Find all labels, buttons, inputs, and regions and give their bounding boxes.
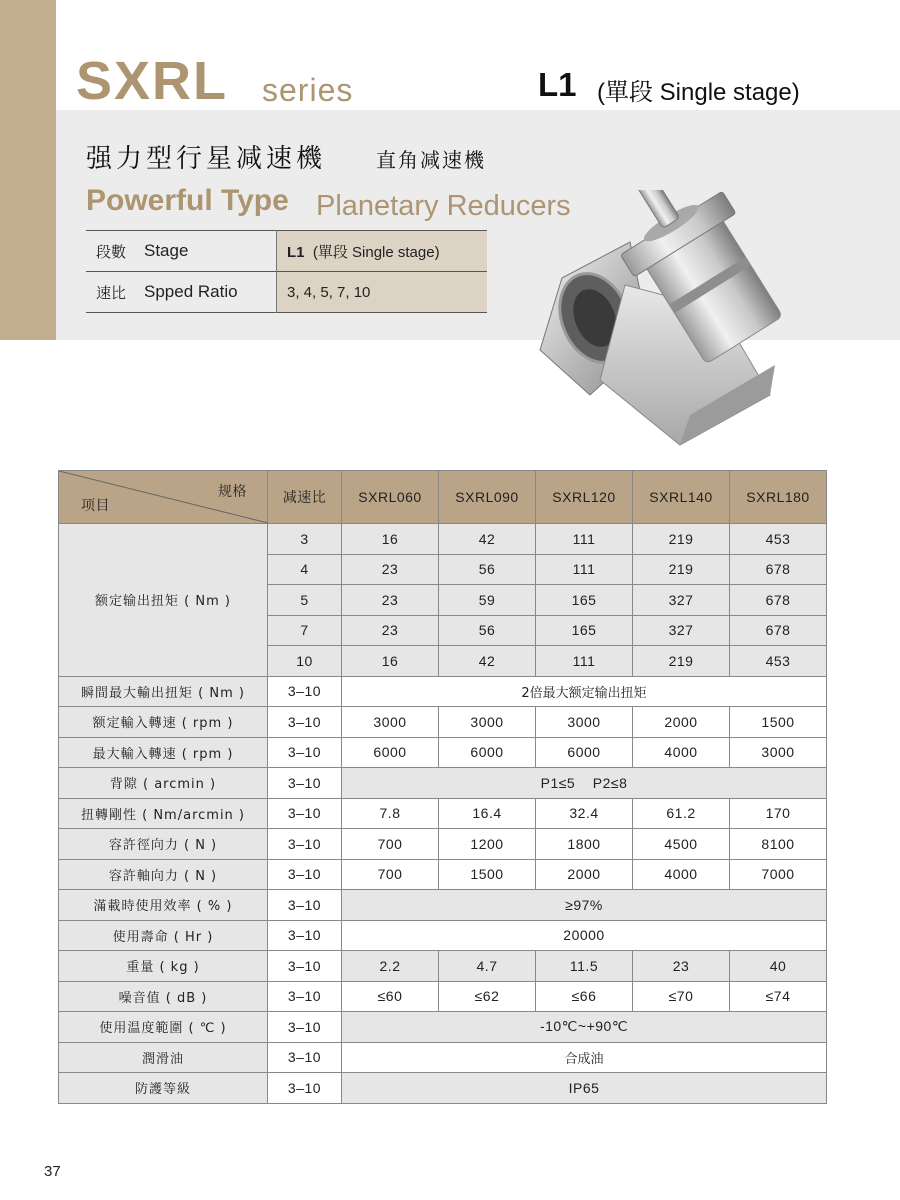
ratio-cell: 3–10: [268, 768, 342, 799]
header-ratio: 减速比: [268, 471, 342, 524]
ratio-cell: 3–10: [268, 737, 342, 768]
value-cell: 4.7: [439, 951, 536, 982]
table-row: [59, 859, 827, 890]
value-cell: 111: [536, 524, 633, 555]
merged-value-cell: 2倍最大额定输出扭矩: [342, 676, 827, 707]
ratio-cell: 10: [268, 646, 342, 677]
row-label: 噪音值 ( dB ): [59, 981, 268, 1012]
value-cell: 453: [730, 524, 827, 555]
header-model: SXRL140: [633, 471, 730, 524]
value-cell: 219: [633, 554, 730, 585]
value-cell: 56: [439, 615, 536, 646]
value-cell: 1200: [439, 829, 536, 860]
value-cell: ≤60: [342, 981, 439, 1012]
ratio-cell: 3–10: [268, 981, 342, 1012]
value-cell: 327: [633, 615, 730, 646]
table-row: [59, 829, 827, 860]
value-cell: 700: [342, 859, 439, 890]
stage-badge: L1: [538, 66, 577, 103]
ratio-cell: 3–10: [268, 1073, 342, 1104]
value-cell: 165: [536, 585, 633, 616]
product-photo: [530, 190, 830, 460]
row-label: 背隙 ( arcmin ): [59, 768, 268, 799]
spec-label-cn: 段數: [96, 242, 127, 261]
value-cell: 42: [439, 524, 536, 555]
value-cell: 6000: [536, 737, 633, 768]
value-cell: 678: [730, 615, 827, 646]
header-corner-cell: [59, 471, 268, 524]
value-cell: 23: [633, 951, 730, 982]
spec-value: [277, 272, 488, 313]
value-cell: 23: [342, 554, 439, 585]
row-label: 防護等級: [59, 1073, 268, 1104]
row-label: 容許徑向力 ( N ): [59, 829, 268, 860]
value-cell: 678: [730, 585, 827, 616]
ratio-cell: 3–10: [268, 1012, 342, 1043]
page-number: 37: [44, 1163, 61, 1180]
value-cell: 453: [730, 646, 827, 677]
table-row: [59, 890, 827, 921]
table-row: [59, 737, 827, 768]
value-cell: 700: [342, 829, 439, 860]
ratio-cell: 3–10: [268, 859, 342, 890]
spec-main-table: [58, 470, 827, 1104]
row-label: 使用温度範圍 ( ℃ ): [59, 1012, 268, 1043]
row-label: 最大輸入轉速 ( rpm ): [59, 737, 268, 768]
value-cell: 1500: [730, 707, 827, 738]
spec-row-ratio: [86, 272, 487, 313]
value-cell: 59: [439, 585, 536, 616]
header-model: SXRL060: [342, 471, 439, 524]
value-cell: ≤74: [730, 981, 827, 1012]
ratio-cell: 3–10: [268, 829, 342, 860]
value-cell: 165: [536, 615, 633, 646]
ratio-cell: 7: [268, 615, 342, 646]
merged-value-cell: ≥97%: [342, 890, 827, 921]
value-cell: 6000: [342, 737, 439, 768]
table-row: [59, 676, 827, 707]
value-cell: 56: [439, 554, 536, 585]
english-title-regular: Planetary Reducers: [316, 190, 571, 222]
value-cell: 327: [633, 585, 730, 616]
value-cell: 1800: [536, 829, 633, 860]
value-cell: 3000: [342, 707, 439, 738]
spec-row-stage: [86, 231, 487, 272]
table-row: [59, 920, 827, 951]
stage-spec-table: [86, 230, 487, 313]
chinese-title: 强力型行星减速機: [86, 144, 327, 174]
chinese-subtitle: 直角减速機: [376, 148, 486, 172]
row-label: 使用壽命 ( Hr ): [59, 920, 268, 951]
row-label-rated-torque: 额定输出扭矩 ( Nm ): [59, 524, 268, 677]
stage-badge-sub: (單段 Single stage): [597, 79, 800, 106]
table-row: [59, 798, 827, 829]
ratio-cell: 3: [268, 524, 342, 555]
table-row: [59, 768, 827, 799]
value-cell: 1500: [439, 859, 536, 890]
ratio-cell: 4: [268, 554, 342, 585]
value-cell: 23: [342, 585, 439, 616]
value-cell: 219: [633, 524, 730, 555]
table-row: [59, 981, 827, 1012]
row-label: 容許軸向力 ( N ): [59, 859, 268, 890]
row-label: 滿載時使用效率 ( % ): [59, 890, 268, 921]
header-spec-label: 规格: [218, 483, 247, 499]
header-model: SXRL090: [439, 471, 536, 524]
value-cell: 40: [730, 951, 827, 982]
value-cell: 2000: [633, 707, 730, 738]
value-cell: 6000: [439, 737, 536, 768]
row-label: 瞬間最大輸出扭矩 ( Nm ): [59, 676, 268, 707]
merged-value-cell: -10℃~+90℃: [342, 1012, 827, 1043]
value-cell: 7.8: [342, 798, 439, 829]
spec-value: [277, 231, 488, 272]
value-cell: 111: [536, 554, 633, 585]
table-row: [59, 1042, 827, 1073]
ratio-cell: 3–10: [268, 676, 342, 707]
value-cell: 2000: [536, 859, 633, 890]
value-cell: ≤70: [633, 981, 730, 1012]
series-name: SXRL: [76, 51, 229, 111]
table-row: [59, 951, 827, 982]
spec-value-text: 3, 4, 5, 7, 10: [287, 283, 371, 301]
value-cell: 32.4: [536, 798, 633, 829]
spec-label-cn: 速比: [96, 283, 127, 302]
value-cell: 3000: [536, 707, 633, 738]
spec-value-text: (單段 Single stage): [312, 243, 440, 261]
value-cell: 23: [342, 615, 439, 646]
ratio-cell: 3–10: [268, 920, 342, 951]
left-accent-bar: [0, 0, 56, 340]
merged-value-cell: 20000: [342, 920, 827, 951]
row-label: 扭轉剛性 ( Nm/arcmin ): [59, 798, 268, 829]
value-cell: 3000: [439, 707, 536, 738]
value-cell: 111: [536, 646, 633, 677]
ratio-cell: 3–10: [268, 707, 342, 738]
value-cell: 219: [633, 646, 730, 677]
table-header-row: [59, 471, 827, 524]
merged-value-cell: 合成油: [342, 1042, 827, 1073]
spec-label-en: Stage: [144, 241, 189, 260]
ratio-cell: 3–10: [268, 890, 342, 921]
value-cell: 4500: [633, 829, 730, 860]
value-cell: ≤62: [439, 981, 536, 1012]
ratio-cell: 3–10: [268, 1042, 342, 1073]
value-cell: 4000: [633, 859, 730, 890]
merged-value-cell: P1≤5 P2≤8: [342, 768, 827, 799]
value-cell: 61.2: [633, 798, 730, 829]
value-cell: 7000: [730, 859, 827, 890]
ratio-cell: 5: [268, 585, 342, 616]
series-suffix: series: [262, 72, 354, 108]
row-label: 额定輸入轉速 ( rpm ): [59, 707, 268, 738]
row-label: 重量 ( kg ): [59, 951, 268, 982]
value-cell: 170: [730, 798, 827, 829]
table-row: [59, 707, 827, 738]
spec-value-bold: L1: [287, 243, 305, 261]
value-cell: 3000: [730, 737, 827, 768]
table-row: [59, 1012, 827, 1043]
english-title-bold: Powerful Type: [86, 184, 289, 217]
value-cell: 42: [439, 646, 536, 677]
value-cell: 8100: [730, 829, 827, 860]
value-cell: 2.2: [342, 951, 439, 982]
header-model: SXRL180: [730, 471, 827, 524]
header-item-label: 项目: [81, 497, 110, 513]
header-model: SXRL120: [536, 471, 633, 524]
value-cell: 16.4: [439, 798, 536, 829]
value-cell: ≤66: [536, 981, 633, 1012]
table-row: [59, 524, 827, 555]
row-label: 潤滑油: [59, 1042, 268, 1073]
table-row: [59, 1073, 827, 1104]
ratio-cell: 3–10: [268, 798, 342, 829]
value-cell: 4000: [633, 737, 730, 768]
value-cell: 11.5: [536, 951, 633, 982]
ratio-cell: 3–10: [268, 951, 342, 982]
value-cell: 16: [342, 646, 439, 677]
value-cell: 678: [730, 554, 827, 585]
value-cell: 16: [342, 524, 439, 555]
spec-label-en: Spped Ratio: [144, 282, 238, 301]
merged-value-cell: IP65: [342, 1073, 827, 1104]
